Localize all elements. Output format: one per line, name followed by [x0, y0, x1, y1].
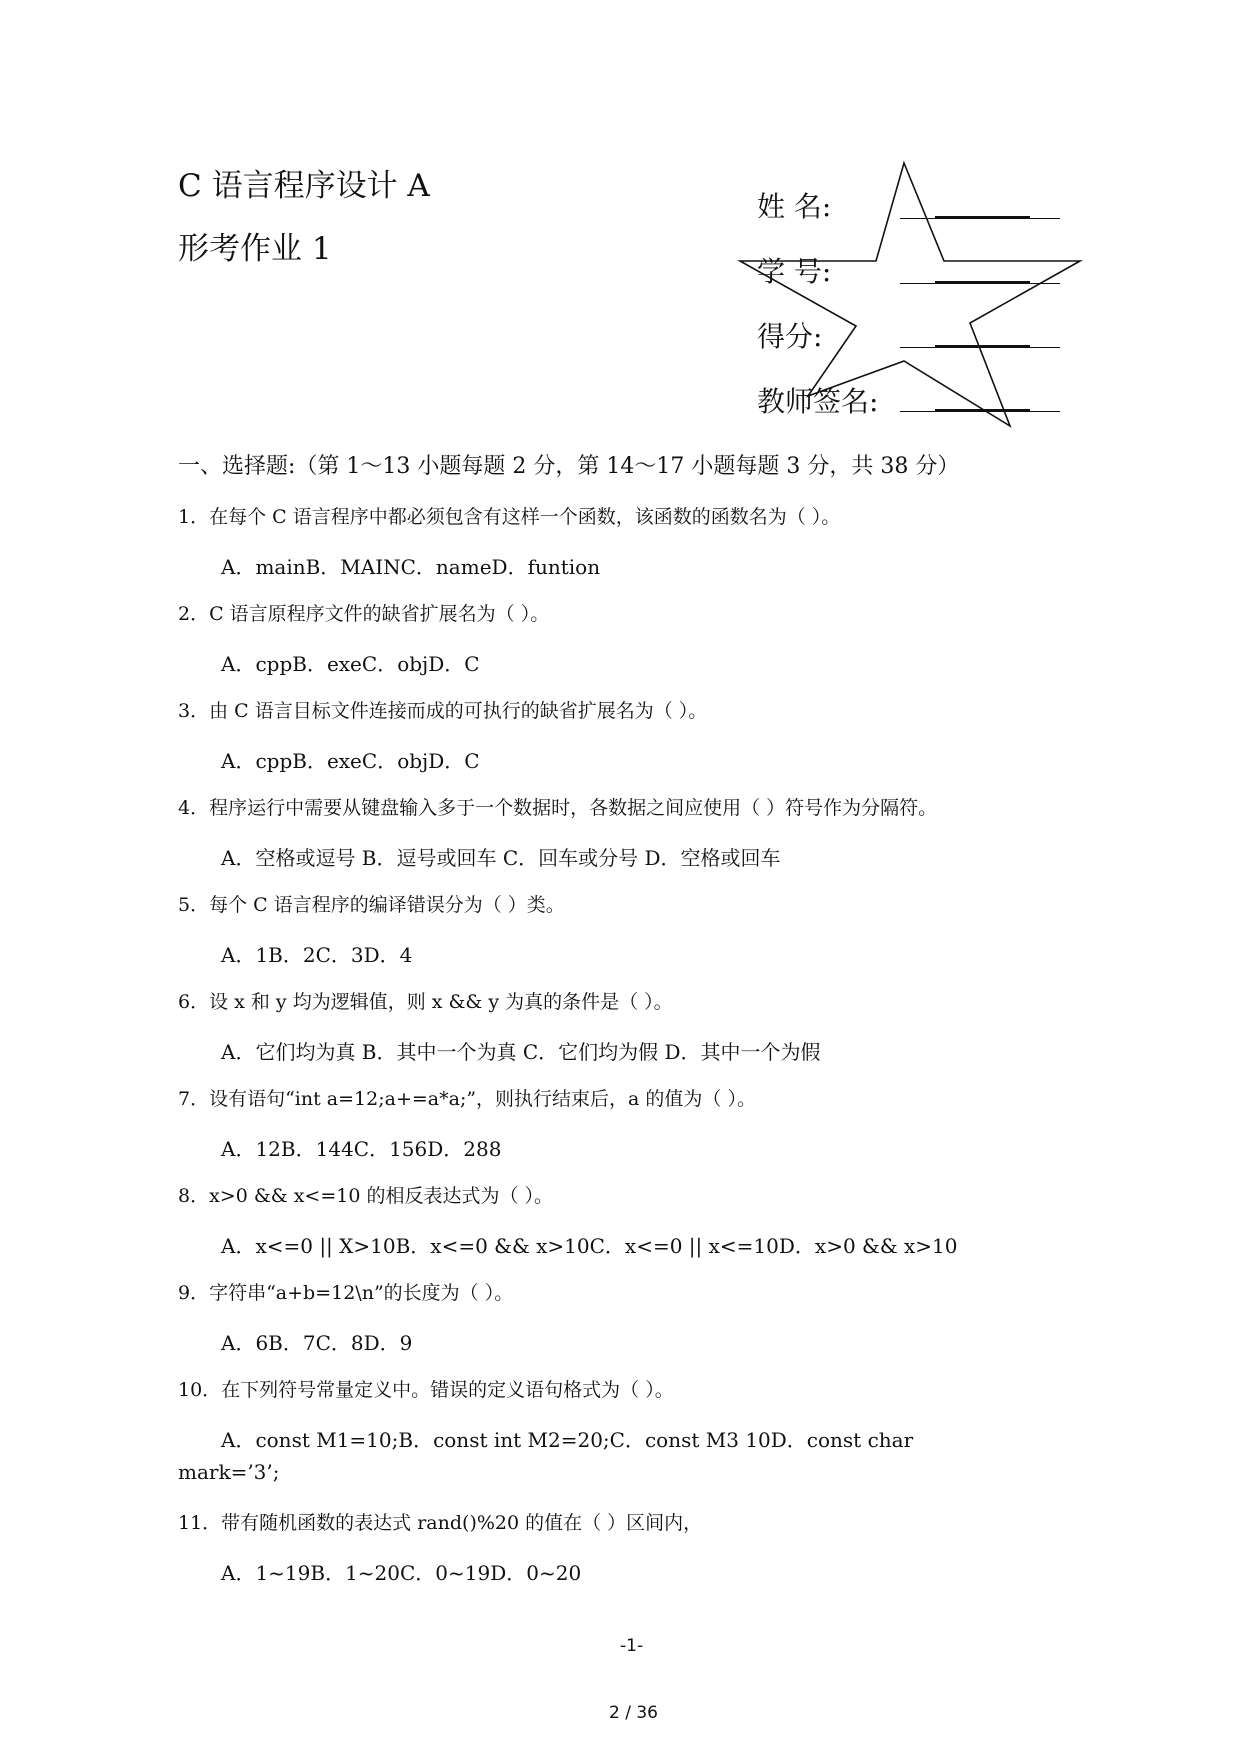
document-title: C 语言程序设计 A: [178, 168, 430, 204]
student-id-field-line-bold: [935, 281, 1030, 284]
question-2-options: A．cppB．exeC．objD．C: [221, 652, 480, 676]
question-5-options: A．1B．2C．3D．4: [221, 943, 413, 967]
question-6: 6．设 x 和 y 均为逻辑值，则 x && y 为真的条件是（ ）。: [178, 991, 673, 1013]
question-8-options: A．x<=0 || X>10B．x<=0 && x>10C．x<=0 || x<=10D．x>0 && x>10: [221, 1234, 958, 1258]
question-1: 1．在每个 C 语言程序中都必须包含有这样一个函数，该函数的函数名为（ ）。: [178, 506, 841, 528]
question-10-options-continued: mark=’3’;: [178, 1460, 280, 1484]
question-6-options: A．它们均为真 B．其中一个为真 C．它们均为假 D．其中一个为假: [221, 1040, 821, 1064]
document-subtitle: 形考作业 1: [178, 231, 332, 267]
page-number: -1-: [620, 1636, 644, 1656]
question-9: 9．字符串“a+b=12\n”的长度为（ ）。: [178, 1282, 514, 1304]
name-field-line-bold: [935, 216, 1030, 219]
question-1-options: A．mainB．MAINC．nameD．funtion: [221, 555, 601, 579]
question-2: 2．C 语言原程序文件的缺省扩展名为（ ）。: [178, 603, 550, 625]
score-label: 得分:: [757, 320, 823, 353]
question-7-options: A．12B．144C．156D．288: [221, 1137, 502, 1161]
name-label: 姓 名:: [757, 190, 832, 223]
question-9-options: A．6B．7C．8D．9: [221, 1331, 413, 1355]
page-counter: 2 / 36: [609, 1703, 658, 1723]
question-11: 11．带有随机函数的表达式 rand()%20 的值在（ ）区间内，: [178, 1512, 703, 1534]
section-heading: 一、选择题:（第 1～13 小题每题 2 分，第 14～17 小题每题 3 分，共 38 分）: [178, 454, 960, 479]
question-4: 4．程序运行中需要从键盘输入多于一个数据时，各数据之间应使用（ ）符号作为分隔符。: [178, 797, 938, 819]
teacher-signature-field-line-bold: [935, 409, 1030, 412]
question-8: 8．x>0 && x<=10 的相反表达式为（ ）。: [178, 1185, 554, 1207]
question-10: 10．在下列符号常量定义中。错误的定义语句格式为（ ）。: [178, 1379, 674, 1401]
question-7: 7．设有语句“int a=12;a+=a*a;”，则执行结束后，a 的值为（ ）。: [178, 1088, 756, 1110]
question-10-options: A．const M1=10;B．const int M2=20;C．const M3 10D．const char: [221, 1428, 914, 1452]
question-4-options: A．空格或逗号 B．逗号或回车 C．回车或分号 D．空格或回车: [221, 846, 781, 870]
student-id-label: 学 号:: [757, 255, 832, 288]
question-11-options: A．1~19B．1~20C．0~19D．0~20: [221, 1561, 582, 1585]
question-3: 3．由 C 语言目标文件连接而成的可执行的缺省扩展名为（ ）。: [178, 700, 708, 722]
teacher-signature-label: 教师签名:: [757, 385, 879, 418]
question-3-options: A．cppB．exeC．objD．C: [221, 749, 480, 773]
question-5: 5．每个 C 语言程序的编译错误分为（ ）类。: [178, 894, 565, 916]
score-field-line-bold: [935, 345, 1030, 348]
